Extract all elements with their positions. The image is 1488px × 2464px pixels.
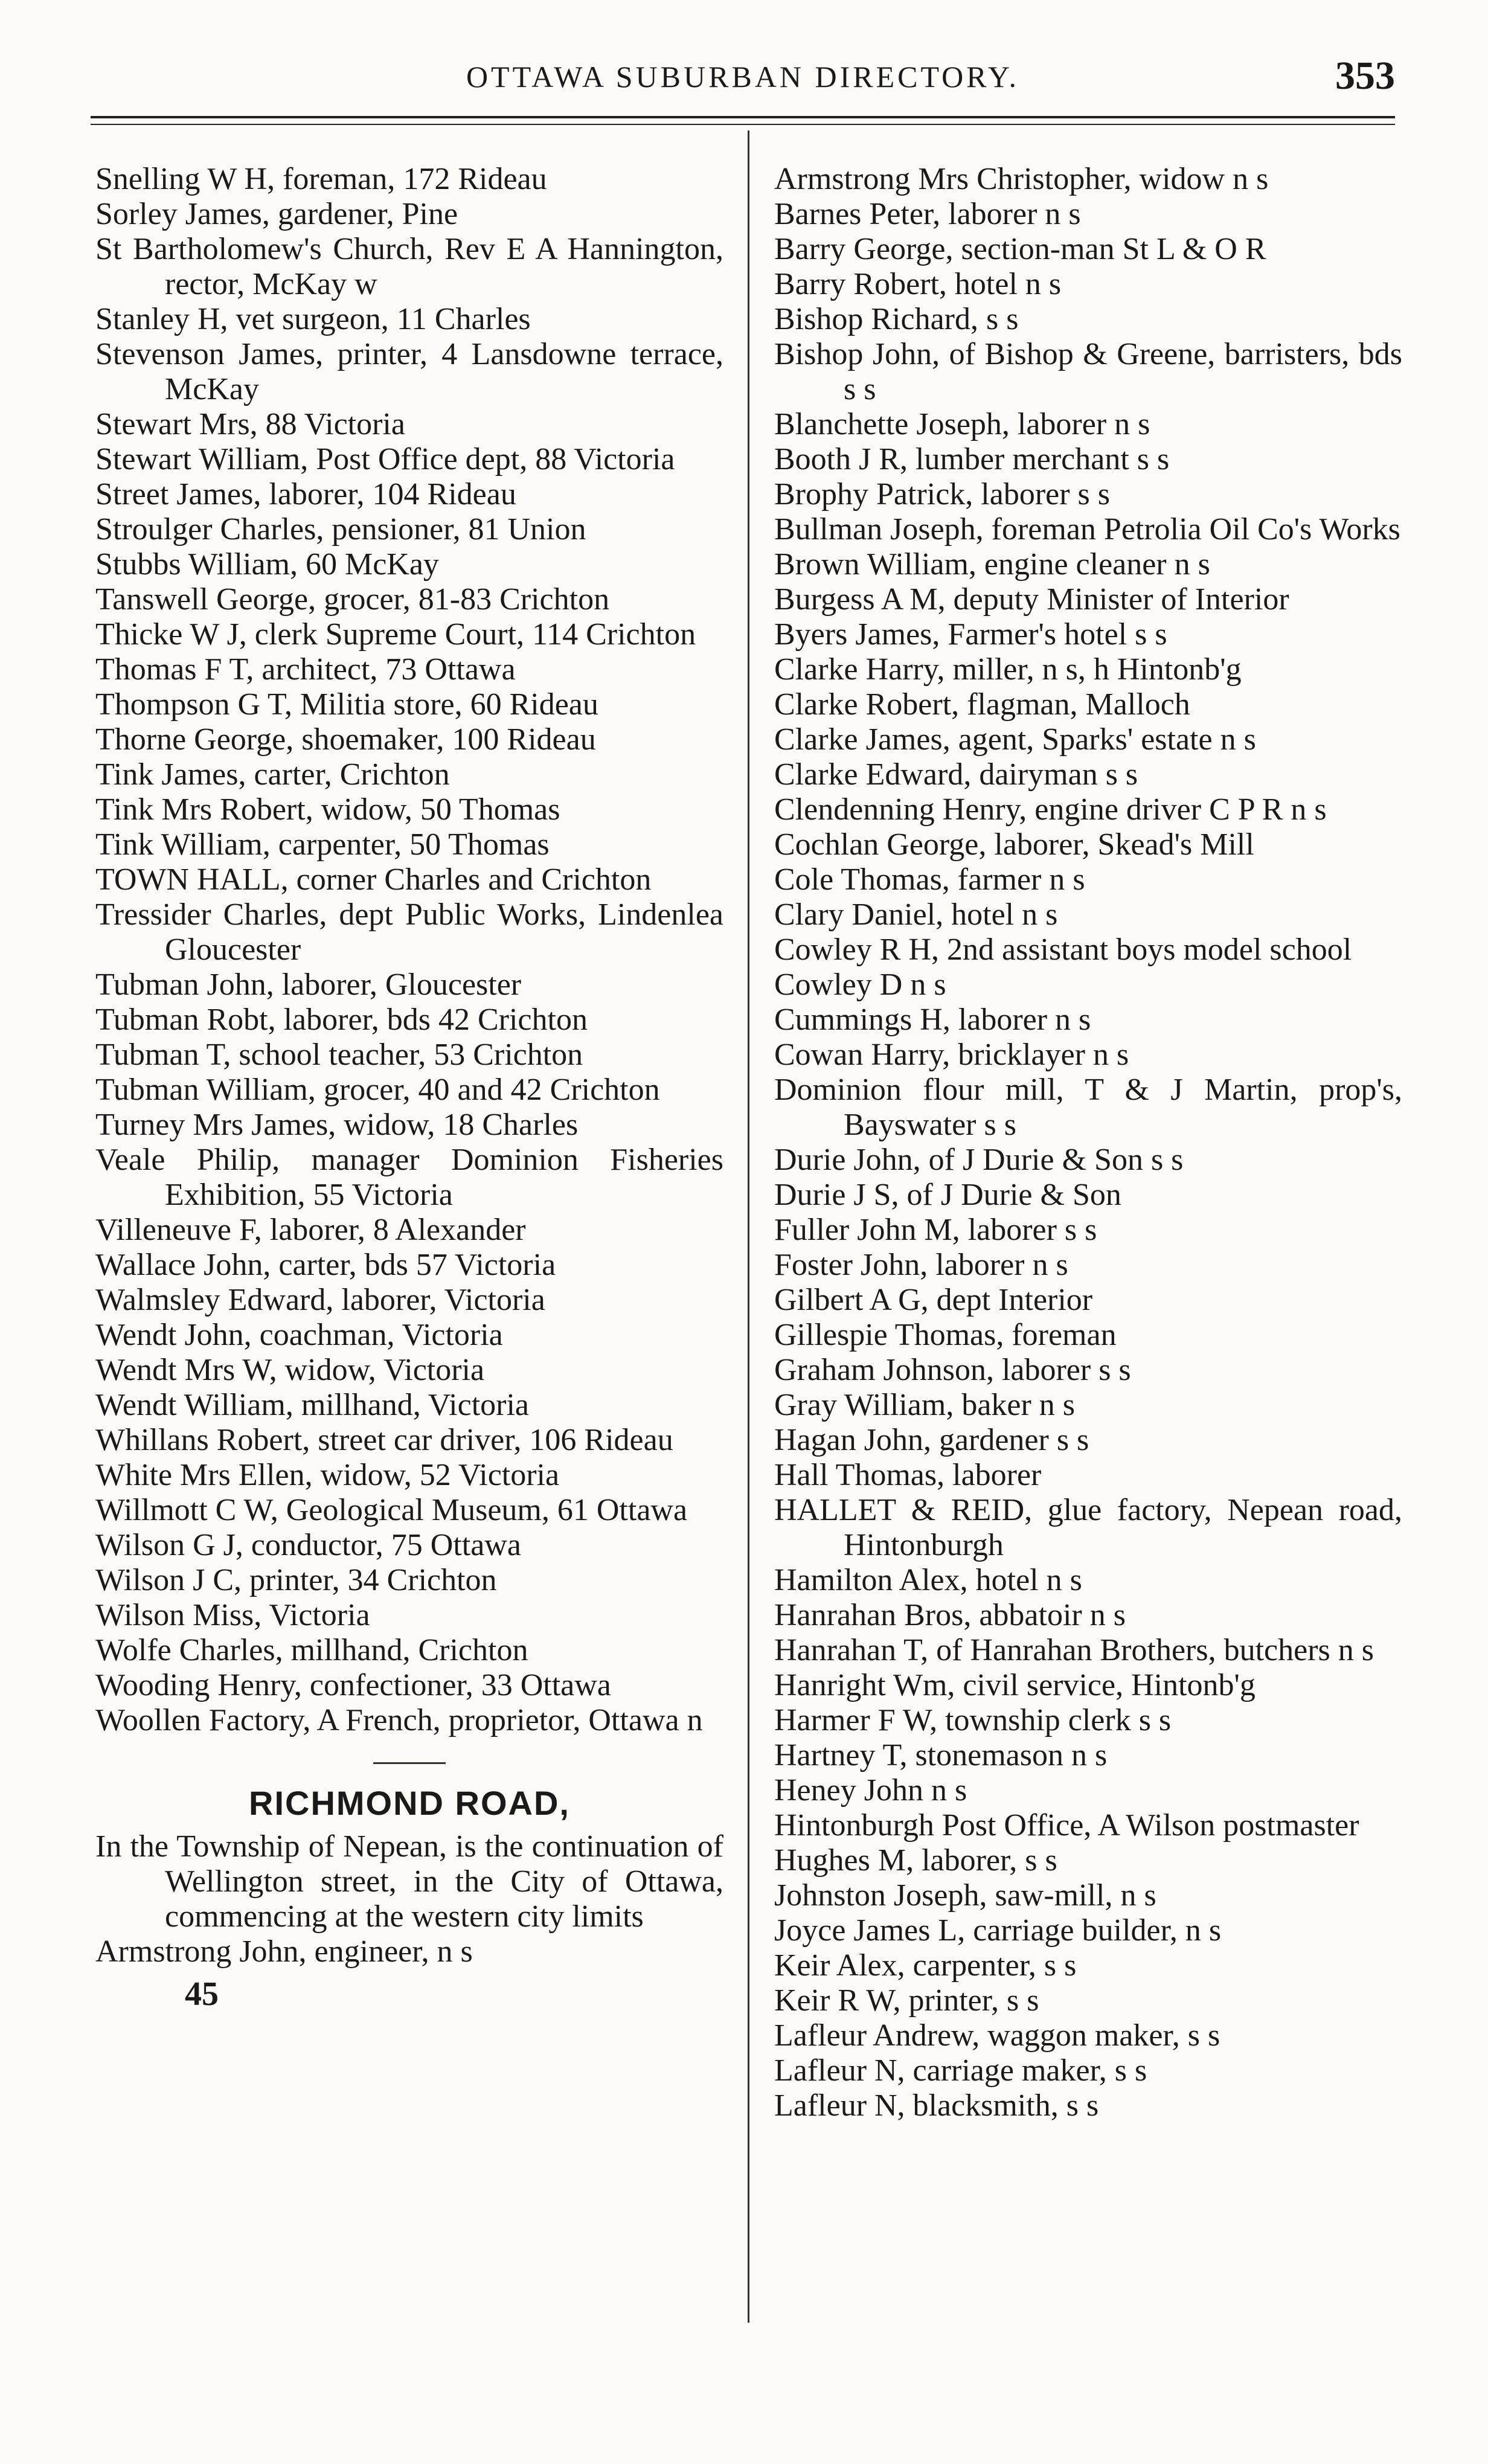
directory-entry: Wendt William, millhand, Victoria (95, 1388, 529, 1422)
directory-entry: Tubman John, laborer, Gloucester (95, 967, 522, 1002)
directory-entry: Hagan John, gardener s s (774, 1423, 1089, 1457)
left-after-entries-list (95, 1934, 723, 1969)
directory-entry: Joyce James L, carriage builder, n s (774, 1913, 1222, 1948)
directory-entry: Willmott C W, Geological Museum, 61 Ottawa (95, 1493, 688, 1527)
directory-entry: Turney Mrs James, widow, 18 Charles (95, 1108, 579, 1142)
directory-entry: Tubman William, grocer, 40 and 42 Crichton (95, 1073, 660, 1107)
right-entries-list (774, 162, 1402, 2123)
section-heading: RICHMOND ROAD, (249, 1784, 570, 1822)
directory-entry: Villeneuve F, laborer, 8 Alexander (95, 1213, 526, 1247)
directory-entry: Wilson Miss, Victoria (95, 1598, 370, 1632)
directory-entry: Armstrong Mrs Christopher, widow n s (774, 162, 1269, 196)
directory-entry: Stanley H, vet surgeon, 11 Charles (95, 302, 531, 336)
directory-entry: Gillespie Thomas, foreman (774, 1318, 1117, 1352)
header-rule-thick (91, 116, 1395, 118)
directory-entry: Wilson G J, conductor, 75 Ottawa (95, 1528, 521, 1562)
directory-entry: Stewart William, Post Office dept, 88 Victoria (95, 442, 675, 476)
folio-signature: 45 (185, 1975, 219, 2013)
directory-entry: Hamilton Alex, hotel n s (774, 1563, 1082, 1597)
directory-entry: Thorne George, shoemaker, 100 Rideau (95, 722, 596, 757)
directory-entry: Durie J S, of J Durie & Son (774, 1178, 1121, 1212)
directory-entry: Thomas F T, architect, 73 Ottawa (95, 652, 516, 687)
directory-entry: Hanrahan Bros, abbatoir n s (774, 1598, 1126, 1632)
directory-entry: Byers James, Farmer's hotel s s (774, 617, 1167, 652)
directory-entry: Harmer F W, township clerk s s (774, 1703, 1172, 1737)
directory-entry: Johnston Joseph, saw-mill, n s (774, 1878, 1156, 1913)
header-rule-thin (91, 124, 1395, 125)
directory-entry: Street James, laborer, 104 Rideau (95, 477, 516, 512)
directory-entry: Hintonburgh Post Office, A Wilson postmaster (774, 1808, 1359, 1843)
directory-entry: Wendt Mrs W, widow, Victoria (95, 1353, 485, 1387)
left-entries-list (95, 162, 723, 1738)
directory-entry: TOWN HALL, corner Charles and Crichton (95, 862, 652, 897)
directory-entry: Barry Robert, hotel n s (774, 267, 1062, 301)
right-column (774, 162, 1402, 2123)
directory-entry: Wilson J C, printer, 34 Crichton (95, 1563, 497, 1597)
directory-entry: Hughes M, laborer, s s (774, 1843, 1057, 1878)
directory-entry: Tink Mrs Robert, widow, 50 Thomas (95, 792, 560, 827)
directory-entry: Durie John, of J Durie & Son s s (774, 1143, 1184, 1177)
directory-entry: St Bartholomew's Church, Rev E A Hannington, rector, McKay w (95, 232, 723, 301)
directory-entry: Veale Philip, manager Dominion Fisheries Exhibition, 55 Victoria (95, 1143, 723, 1212)
directory-entry: Hanrahan T, of Hanrahan Brothers, butchers n s (774, 1633, 1374, 1667)
directory-entry: Barnes Peter, laborer n s (774, 197, 1081, 231)
directory-entry: Cowan Harry, bricklayer n s (774, 1038, 1129, 1072)
directory-entry: Thompson G T, Militia store, 60 Rideau (95, 687, 598, 722)
directory-entry: Sorley James, gardener, Pine (95, 197, 458, 231)
directory-entry: Hartney T, stonemason n s (774, 1738, 1108, 1773)
directory-entry: Tubman T, school teacher, 53 Crichton (95, 1038, 583, 1072)
left-column (95, 162, 723, 2012)
directory-entry: Whillans Robert, street car driver, 106 Rideau (95, 1423, 673, 1457)
directory-entry: Armstrong John, engineer, n s (95, 1934, 473, 1969)
directory-entry: Brown William, engine cleaner n s (774, 547, 1210, 582)
directory-entry: Clarke James, agent, Sparks' estate n s (774, 722, 1256, 757)
directory-entry: Lafleur Andrew, waggon maker, s s (774, 2018, 1220, 2053)
directory-entry: Cochlan George, laborer, Skead's Mill (774, 827, 1254, 862)
directory-entry: Snelling W H, foreman, 172 Rideau (95, 162, 547, 196)
directory-entry: Lafleur N, blacksmith, s s (774, 2088, 1099, 2123)
page-header (91, 53, 1395, 107)
section-separator (373, 1762, 446, 1764)
directory-entry: Cummings H, laborer n s (774, 1003, 1091, 1037)
directory-entry: Gray William, baker n s (774, 1388, 1076, 1422)
directory-entry: Gilbert A G, dept Interior (774, 1283, 1093, 1317)
directory-entry: Brophy Patrick, laborer s s (774, 477, 1111, 512)
directory-entry: Clary Daniel, hotel n s (774, 897, 1058, 932)
directory-entry: Foster John, laborer n s (774, 1248, 1068, 1282)
directory-entry: Tanswell George, grocer, 81-83 Crichton (95, 582, 610, 617)
directory-entry: Graham Johnson, laborer s s (774, 1353, 1131, 1387)
directory-entry: Dominion flour mill, T & J Martin, prop's, Bayswater s s (774, 1073, 1402, 1142)
directory-entry: Walmsley Edward, laborer, Victoria (95, 1283, 545, 1317)
directory-entry: Clarke Robert, flagman, Malloch (774, 687, 1190, 722)
directory-entry: Tubman Robt, laborer, bds 42 Crichton (95, 1003, 588, 1037)
directory-entry: Wooding Henry, confectioner, 33 Ottawa (95, 1668, 611, 1702)
directory-entry: Cowley D n s (774, 967, 946, 1002)
directory-entry: Barry George, section-man St L & O R (774, 232, 1266, 266)
directory-entry: Lafleur N, carriage maker, s s (774, 2053, 1147, 2088)
column-divider (748, 130, 749, 2323)
directory-entry: Wolfe Charles, millhand, Crichton (95, 1633, 528, 1667)
directory-entry: Woollen Factory, A French, proprietor, Ottawa n (95, 1703, 703, 1737)
directory-entry: White Mrs Ellen, widow, 52 Victoria (95, 1458, 560, 1492)
directory-entry: Tressider Charles, dept Public Works, Lindenlea Gloucester (95, 897, 723, 967)
directory-entry: Clarke Harry, miller, n s, h Hintonb'g (774, 652, 1242, 687)
directory-entry: Blanchette Joseph, laborer n s (774, 407, 1150, 441)
directory-entry: Stevenson James, printer, 4 Lansdowne terrace, McKay (95, 337, 723, 406)
directory-entry: Clarke Edward, dairyman s s (774, 757, 1138, 792)
directory-entry: Wendt John, coachman, Victoria (95, 1318, 503, 1352)
directory-entry: Bishop John, of Bishop & Greene, barristers, bds s s (774, 337, 1402, 406)
page-number: 353 (1335, 54, 1395, 98)
directory-entry: Bishop Richard, s s (774, 302, 1019, 336)
directory-entry: Fuller John M, laborer s s (774, 1213, 1097, 1247)
directory-entry: Clendenning Henry, engine driver C P R n s (774, 792, 1327, 827)
directory-entry: Tink William, carpenter, 50 Thomas (95, 827, 550, 862)
directory-entry: Tink James, carter, Crichton (95, 757, 450, 792)
directory-entry: Thicke W J, clerk Supreme Court, 114 Crichton (95, 617, 696, 652)
directory-entry: Stubbs William, 60 McKay (95, 547, 439, 582)
directory-entry: Keir Alex, carpenter, s s (774, 1948, 1077, 1983)
section-intro: In the Township of Nepean, is the continuation of Wellington street, in the City of Ottawa, commencing at the western city limits (95, 1829, 723, 1934)
directory-entry: Hall Thomas, laborer (774, 1458, 1042, 1492)
directory-entry: Cowley R H, 2nd assistant boys model school (774, 932, 1352, 967)
directory-entry: Cole Thomas, farmer n s (774, 862, 1085, 897)
directory-entry: Hanright Wm, civil service, Hintonb'g (774, 1668, 1256, 1702)
directory-entry: Keir R W, printer, s s (774, 1983, 1039, 2018)
running-title: OTTAWA SUBURBAN DIRECTORY. (466, 60, 1020, 94)
directory-entry: Heney John n s (774, 1773, 967, 1808)
directory-entry: Stroulger Charles, pensioner, 81 Union (95, 512, 586, 547)
directory-entry: Bullman Joseph, foreman Petrolia Oil Co's Works (774, 512, 1400, 547)
directory-entry: Stewart Mrs, 88 Victoria (95, 407, 405, 441)
directory-entry: Burgess A M, deputy Minister of Interior (774, 582, 1289, 617)
directory-entry: Wallace John, carter, bds 57 Victoria (95, 1248, 556, 1282)
directory-entry: Booth J R, lumber merchant s s (774, 442, 1170, 476)
directory-entry: HALLET & REID, glue factory, Nepean road, Hintonburgh (774, 1493, 1402, 1562)
